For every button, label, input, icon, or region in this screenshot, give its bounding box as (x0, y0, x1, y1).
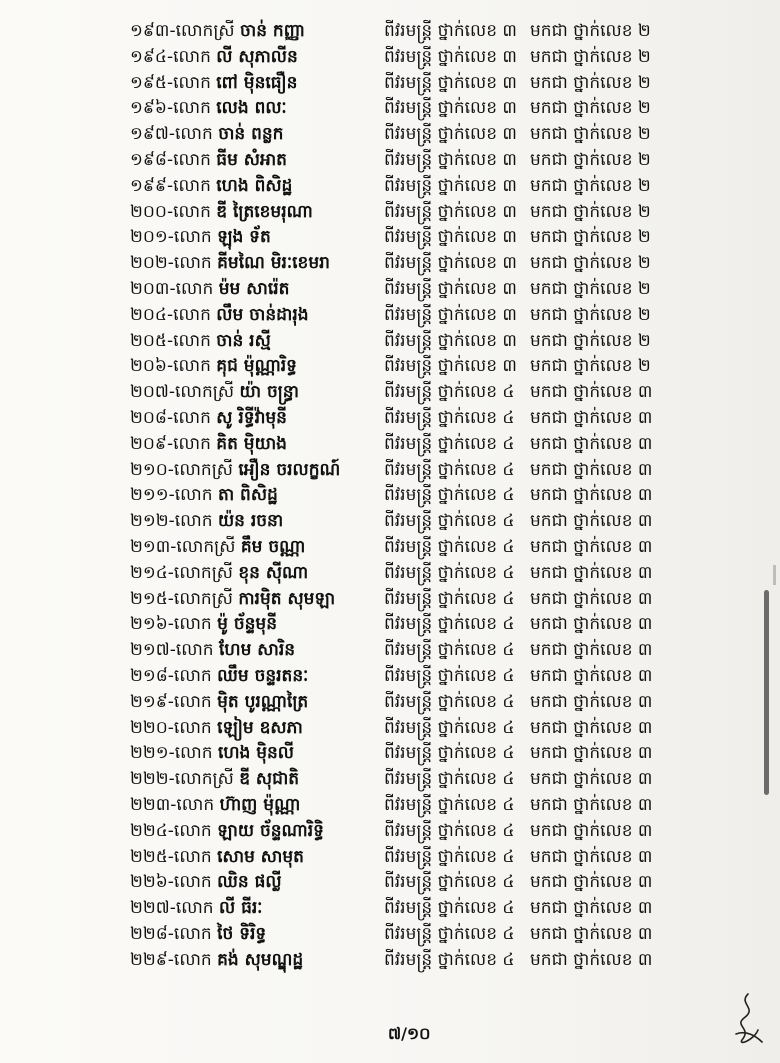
entry-number: ២១១ (130, 485, 169, 506)
person-entry: ២២៣-លោក ហ៊ាញ ម៉ុណ្ណា (130, 795, 301, 815)
person-entry: ២២៩-លោក គង់ សុមណ្ឌុដ្ឋ (130, 949, 304, 970)
honorific: លោក (175, 640, 214, 661)
person-name: លឹម ចាន់ដារុង (216, 304, 309, 325)
honorific: លោក (174, 743, 213, 764)
from-grade: ពីវរមន្ត្រី ថ្នាក់លេខ ៤ (384, 898, 515, 919)
from-grade: ពីវរមន្ត្រី ថ្នាក់លេខ ៣ (384, 46, 517, 67)
entry-number: ២១០ (130, 459, 168, 480)
from-grade: ពីវរមន្ត្រី ថ្នាក់លេខ ៣ (384, 21, 517, 41)
to-grade: មកជា ថ្នាក់លេខ ២ (530, 279, 651, 299)
from-grade: ពីវរមន្ត្រី ថ្នាក់លេខ ៤ (384, 640, 515, 661)
list-item (0, 353, 780, 379)
person-name: ហេង ពិសិដ្ឋ (216, 175, 293, 196)
entry-number: ២១៣ (130, 537, 171, 557)
honorific: លោក (174, 485, 213, 506)
honorific: លោក (174, 511, 213, 532)
honorific: លោក (173, 820, 212, 841)
entry-number: ២០៤ (130, 304, 167, 325)
honorific: លោក (173, 46, 211, 67)
from-grade: ពីវរមន្ត្រី ថ្នាក់លេខ ៤ (384, 666, 515, 686)
list-item (0, 121, 780, 147)
to-grade: មកជា ថ្នាក់លេខ ២ (530, 201, 651, 222)
person-name: ឡៀម ឧសភា (217, 717, 303, 738)
entry-number: ២០២ (130, 253, 168, 274)
person-entry: ២០៦-លោក គុជ ម៉ុណ្ណារិទ្ធ (130, 356, 297, 377)
person-name: សោម សាមុត (217, 846, 304, 867)
to-grade: មកជា ថ្នាក់លេខ ២ (530, 98, 651, 119)
list-item (0, 844, 780, 870)
from-grade: ពីវរមន្ត្រី ថ្នាក់លេខ ៣ (384, 201, 517, 222)
to-grade: មកជា ថ្នាក់លេខ ២ (530, 150, 651, 170)
person-entry: ២១០-លោកស្រី អឿន ចរលក្ខណ៍ (130, 459, 341, 480)
to-grade: មកជា ថ្នាក់លេខ ៣ (530, 485, 653, 506)
honorific: លោក (173, 691, 212, 712)
person-entry: ១៩៤-លោក លី សុភាលីន (130, 46, 298, 67)
to-grade: មកជា ថ្នាក់លេខ ៣ (530, 614, 653, 635)
person-name: ហេង ម៉ិនលី (217, 743, 294, 764)
person-name: ឈឹម ចន្ទរតនៈ (217, 666, 309, 686)
to-grade: មកជា ថ្នាក់លេខ ២ (530, 227, 651, 248)
honorific: លោក (173, 330, 211, 351)
person-entry: ២២៤-លោក ឡាយ ច័ន្ទណារិទ្ធិ (130, 820, 324, 841)
entry-number: ២១៥ (130, 588, 168, 609)
person-name: គុជ ម៉ុណ្ណារិទ្ធ (216, 356, 297, 377)
to-grade: មកជា ថ្នាក់លេខ ៣ (530, 820, 653, 841)
list-item (0, 173, 780, 199)
person-entry: ២២០-លោក ឡៀម ឧសភា (130, 717, 303, 738)
from-grade: ពីវរមន្ត្រី ថ្នាក់លេខ ៤ (384, 795, 515, 815)
entry-number: ២១៤ (130, 562, 168, 583)
honorific: លោក (173, 175, 211, 196)
from-grade: ពីវរមន្ត្រី ថ្នាក់លេខ ៣ (384, 72, 517, 93)
person-entry: ១៩៨-លោក ធីម សំអាត (130, 150, 287, 170)
entry-number: ២០៨ (130, 408, 167, 428)
from-grade: ពីវរមន្ត្រី ថ្នាក់លេខ ៣ (384, 304, 517, 325)
person-entry: ២០២-លោក គីមណៃ មិរៈខេមរា (130, 253, 330, 274)
list-item (0, 199, 780, 225)
from-grade: ពីវរមន្ត្រី ថ្នាក់លេខ ៤ (384, 949, 515, 970)
person-entry: ២១៨-លោក ឈឹម ចន្ទរតនៈ (130, 666, 309, 686)
to-grade: មកជា ថ្នាក់លេខ ៣ (530, 511, 653, 532)
list-item (0, 534, 780, 560)
from-grade: ពីវរមន្ត្រី ថ្នាក់លេខ ៣ (384, 330, 517, 351)
to-grade: មកជា ថ្នាក់លេខ ៣ (530, 459, 653, 480)
list-item (0, 689, 780, 715)
list-item (0, 147, 780, 173)
to-grade: មកជា ថ្នាក់លេខ ៣ (530, 537, 653, 557)
to-grade: មកជា ថ្នាក់លេខ ៣ (530, 872, 653, 893)
person-entry: ១៩៥-លោក ពៅ ម៉ិនធឿន (130, 72, 298, 93)
to-grade: មកជា ថ្នាក់លេខ ៣ (530, 743, 653, 764)
person-entry: ១៩៧-លោក ចាន់ ពន្លក (130, 124, 284, 145)
entry-number: ២១៨ (130, 666, 168, 686)
list-item (0, 586, 780, 612)
list-item (0, 457, 780, 483)
person-entry: ១៩៩-លោក ហេង ពិសិដ្ឋ (130, 175, 293, 196)
person-entry: ២០៥-លោក ចាន់ រស្មី (130, 330, 271, 351)
person-name: ខុន ស៊ីណា (238, 562, 309, 583)
person-name: លេង ពលៈ (216, 98, 287, 119)
person-entry: ២២៨-លោក ថៃ ទិរិទ្ធ (130, 924, 267, 944)
to-grade: មកជា ថ្នាក់លេខ ២ (530, 175, 651, 196)
person-name: គីមណៃ មិរៈខេមរា (217, 253, 330, 274)
person-entry: ២០០-លោក ឌី ត្រៃខេមរុណា (130, 201, 313, 222)
list-item (0, 637, 780, 663)
honorific: លោកស្រី (176, 537, 236, 557)
list-item (0, 302, 780, 328)
person-name: ថៃ ទិរិទ្ធ (217, 924, 267, 944)
honorific: លោក (173, 846, 212, 867)
entry-number: ២២១ (130, 743, 169, 764)
from-grade: ពីវរមន្ត្រី ថ្នាក់លេខ ៣ (384, 150, 517, 170)
to-grade: មកជា ថ្នាក់លេខ ៣ (530, 640, 653, 661)
to-grade: មកជា ថ្នាក់លេខ ២ (530, 46, 651, 67)
honorific: លោក (173, 98, 211, 119)
to-grade: មកជា ថ្នាក់លេខ ៣ (530, 769, 653, 790)
person-entry: ២០៣-លោក ម៉ម សារ៉េត (130, 279, 290, 299)
entry-number: ២២២ (130, 769, 169, 790)
honorific: លោក (173, 150, 211, 170)
person-entry: ២០៩-លោក គិត ម៉ិយាង (130, 433, 287, 454)
list-item (0, 508, 780, 534)
person-name: ឌី ត្រៃខេមរុណា (216, 201, 313, 222)
from-grade: ពីវរមន្ត្រី ថ្នាក់លេខ ៤ (384, 485, 515, 506)
entry-number: ១៩៥ (130, 72, 167, 93)
list-item (0, 792, 780, 818)
to-grade: មកជា ថ្នាក់លេខ ៣ (530, 795, 653, 815)
entry-number: ២២៨ (130, 924, 168, 944)
to-grade: មកជា ថ្នាក់លេខ ២ (530, 21, 651, 41)
person-name: ម៉ូ ច័ន្ទមុនី (217, 614, 277, 635)
list-item (0, 405, 780, 431)
from-grade: ពីវរមន្ត្រី ថ្នាក់លេខ ៣ (384, 227, 517, 248)
entry-number: ១៩៧ (130, 124, 169, 145)
entry-number: ២១៦ (130, 614, 168, 635)
entry-number: ២០៧ (130, 382, 169, 403)
honorific: លោក (173, 408, 211, 428)
honorific: លោក (175, 124, 213, 145)
from-grade: ពីវរមន្ត្រី ថ្នាក់លេខ ៤ (384, 459, 515, 480)
honorific: លោក (173, 253, 212, 274)
list-item (0, 328, 780, 354)
list-item (0, 869, 780, 895)
person-name: ឈិន ផល្លី (217, 872, 282, 893)
entry-number: ២០៣ (130, 279, 170, 299)
list-item (0, 224, 780, 250)
from-grade: ពីវរមន្ត្រី ថ្នាក់លេខ ៤ (384, 511, 515, 532)
to-grade: មកជា ថ្នាក់លេខ ៣ (530, 433, 653, 454)
person-entry: ២២៦-លោក ឈិន ផល្លី (130, 872, 282, 893)
person-entry: ២០៧-លោកស្រី យ៉ា ចន្ធ្រា (130, 382, 299, 403)
person-name: ចាន់ កញ្ញា (240, 21, 305, 41)
person-name: ហ៊ាញ ម៉ុណ្ណា (219, 795, 301, 815)
list-item (0, 663, 780, 689)
from-grade: ពីវរមន្ត្រី ថ្នាក់លេខ ៤ (384, 691, 515, 712)
honorific: លោកស្រី (173, 562, 233, 583)
honorific: លោក (173, 433, 211, 454)
person-entry: ២២៧-លោក លី ធីរៈ (130, 898, 263, 919)
from-grade: ពីវរមន្ត្រី ថ្នាក់លេខ ៤ (384, 872, 515, 893)
list-item (0, 818, 780, 844)
honorific: លោកស្រី (173, 459, 233, 480)
person-name: គិត ម៉ិយាង (216, 433, 287, 454)
entry-number: ២០៦ (130, 356, 167, 377)
list-item (0, 947, 780, 973)
list-item (0, 560, 780, 586)
honorific: លោក (173, 304, 211, 325)
entry-number: ១៩៣ (130, 21, 170, 41)
person-name: លី ធីរៈ (219, 898, 263, 919)
from-grade: ពីវរមន្ត្រី ថ្នាក់លេខ ៤ (384, 433, 515, 454)
entry-number: ២០៥ (130, 330, 167, 351)
honorific: លោក (173, 666, 212, 686)
person-entry: ២០៨-លោក សូ រិទ្ធីវ៉ាមុនី (130, 408, 287, 428)
to-grade: មកជា ថ្នាក់លេខ ២ (530, 124, 651, 145)
from-grade: ពីវរមន្ត្រី ថ្នាក់លេខ ៣ (384, 98, 517, 119)
list-item (0, 70, 780, 96)
honorific: លោក (175, 279, 214, 299)
honorific: លោក (173, 614, 212, 635)
honorific: លោក (173, 356, 211, 377)
list-item (0, 44, 780, 70)
person-entry: ២១៩-លោក ម៉ិត បូរណ្ណាត្រៃ (130, 691, 309, 712)
list-item (0, 740, 780, 766)
signature-icon (728, 990, 768, 1050)
person-entry: ២១១-លោក តា ពិសិដ្ឋ (130, 485, 278, 506)
honorific: លោក (173, 717, 212, 738)
person-entry: ២១៤-លោកស្រី ខុន ស៊ីណា (130, 562, 309, 583)
person-entry: ២១៥-លោកស្រី ការម៉ិត សុមឡា (130, 588, 336, 609)
from-grade: ពីវរមន្ត្រី ថ្នាក់លេខ ៤ (384, 717, 515, 738)
entry-number: ២២៣ (130, 795, 171, 815)
from-grade: ពីវរមន្ត្រី ថ្នាក់លេខ ៤ (384, 769, 515, 790)
entry-number: ១៩៩ (130, 175, 167, 196)
honorific: លោក (173, 872, 212, 893)
honorific: លោក (173, 227, 212, 248)
person-name: ម៉ិត បូរណ្ណាត្រៃ (217, 691, 309, 712)
person-entry: ២១២-លោក យ៉ន រចនា (130, 511, 284, 532)
list-item (0, 250, 780, 276)
entry-number: ២២០ (130, 717, 168, 738)
entry-number: ២១២ (130, 511, 169, 532)
person-name: ចាន់ រស្មី (216, 330, 271, 351)
from-grade: ពីវរមន្ត្រី ថ្នាក់លេខ ៤ (384, 614, 515, 635)
entry-number: ២២៦ (130, 872, 168, 893)
to-grade: មកជា ថ្នាក់លេខ ៣ (530, 408, 653, 428)
list-item (0, 766, 780, 792)
to-grade: មកជា ថ្នាក់លេខ ២ (530, 330, 651, 351)
person-name: ឌី សុជាតិ (239, 769, 300, 790)
person-name: គឹម ចណ្ណា (240, 537, 306, 557)
entry-number: ១៩៤ (130, 46, 167, 67)
person-name: ធីម សំអាត (216, 150, 287, 170)
person-name: តា ពិសិដ្ឋ (217, 485, 278, 506)
person-entry: ២០៤-លោក លឹម ចាន់ដារុង (130, 304, 309, 325)
from-grade: ពីវរមន្ត្រី ថ្នាក់លេខ ៣ (384, 175, 517, 196)
to-grade: មកជា ថ្នាក់លេខ ២ (530, 253, 651, 274)
page-number: ៧/១០ (388, 1024, 431, 1043)
person-entry: ១៩៦-លោក លេង ពលៈ (130, 98, 287, 119)
honorific: លោក (173, 201, 211, 222)
honorific: លោក (176, 795, 215, 815)
to-grade: មកជា ថ្នាក់លេខ ៣ (530, 846, 653, 867)
honorific: លោកស្រី (175, 21, 235, 41)
entry-number: ១៩៦ (130, 98, 167, 119)
person-entry: ២២១-លោក ហេង ម៉ិនលី (130, 743, 294, 764)
from-grade: ពីវរមន្ត្រី ថ្នាក់លេខ ៤ (384, 408, 515, 428)
from-grade: ពីវរមន្ត្រី ថ្នាក់លេខ ៤ (384, 537, 515, 557)
list-item (0, 921, 780, 947)
honorific: លោក (173, 949, 212, 970)
person-name: ឡាយ ច័ន្ទណារិទ្ធិ (217, 820, 324, 841)
entry-number: ២២៧ (130, 898, 170, 919)
entry-number: ២២៤ (130, 820, 168, 841)
from-grade: ពីវរមន្ត្រី ថ្នាក់លេខ ៤ (384, 562, 515, 583)
from-grade: ពីវរមន្ត្រី ថ្នាក់លេខ ៣ (384, 279, 517, 299)
to-grade: មកជា ថ្នាក់លេខ ៣ (530, 949, 653, 970)
from-grade: ពីវរមន្ត្រី ថ្នាក់លេខ ៣ (384, 253, 517, 274)
person-entry: ២១៦-លោក ម៉ូ ច័ន្ទមុនី (130, 614, 277, 635)
entry-number: ២១៩ (130, 691, 168, 712)
to-grade: មកជា ថ្នាក់លេខ ៣ (530, 382, 653, 403)
person-entry: ១៩៣-លោកស្រី ចាន់ កញ្ញា (130, 21, 305, 41)
person-name: យ៉ន រចនា (217, 511, 284, 532)
to-grade: មកជា ថ្នាក់លេខ ៣ (530, 924, 653, 944)
to-grade: មកជា ថ្នាក់លេខ ៣ (530, 562, 653, 583)
person-name: គង់ សុមណ្ឌុដ្ឋ (217, 949, 304, 970)
list-item (0, 95, 780, 121)
list-item (0, 276, 780, 302)
person-name: អឿន ចរលក្ខណ៍ (238, 459, 341, 480)
person-name: ការម៉ិត សុមឡា (238, 588, 336, 609)
to-grade: មកជា ថ្នាក់លេខ ២ (530, 72, 651, 93)
to-grade: មកជា ថ្នាក់លេខ ២ (530, 356, 651, 377)
person-name: លី សុភាលីន (216, 46, 298, 67)
to-grade: មកជា ថ្នាក់លេខ ៣ (530, 588, 653, 609)
from-grade: ពីវរមន្ត្រី ថ្នាក់លេខ ៤ (384, 743, 515, 764)
from-grade: ពីវរមន្ត្រី ថ្នាក់លេខ ៤ (384, 820, 515, 841)
from-grade: ពីវរមន្ត្រី ថ្នាក់លេខ ៤ (384, 382, 515, 403)
person-name: ម៉ម សារ៉េត (218, 279, 290, 299)
honorific: លោក (175, 898, 214, 919)
honorific: លោកស្រី (173, 588, 233, 609)
person-name: ចាន់ ពន្លក (218, 124, 284, 145)
list-item (0, 895, 780, 921)
honorific: លោក (173, 924, 212, 944)
person-entry: ២១៣-លោកស្រី គឹម ចណ្ណា (130, 537, 306, 557)
honorific: លោកស្រី (174, 769, 234, 790)
person-name: ពៅ ម៉ិនធឿន (216, 72, 298, 93)
to-grade: មកជា ថ្នាក់លេខ ៣ (530, 666, 653, 686)
person-entry: ២២៥-លោក សោម សាមុត (130, 846, 304, 867)
person-name: យ៉ា ចន្ធ្រា (239, 382, 299, 403)
entry-number: ២២៩ (130, 949, 168, 970)
person-entry: ២០១-លោក ឡុង ទ័ត (130, 227, 271, 248)
honorific: លោកស្រី (175, 382, 235, 403)
from-grade: ពីវរមន្ត្រី ថ្នាក់លេខ ៤ (384, 924, 515, 944)
to-grade: មកជា ថ្នាក់លេខ ២ (530, 304, 651, 325)
to-grade: មកជា ថ្នាក់លេខ ៣ (530, 691, 653, 712)
from-grade: ពីវរមន្ត្រី ថ្នាក់លេខ ៤ (384, 588, 515, 609)
page-edge-marker (773, 565, 776, 585)
list-item (0, 379, 780, 405)
list-item (0, 482, 780, 508)
entry-number: ២០៩ (130, 433, 167, 454)
vertical-scrollbar[interactable] (764, 590, 769, 795)
from-grade: ពីវរមន្ត្រី ថ្នាក់លេខ ៣ (384, 356, 517, 377)
to-grade: មកជា ថ្នាក់លេខ ៣ (530, 717, 653, 738)
honorific: លោក (173, 72, 211, 93)
entry-number: ២០១ (130, 227, 168, 248)
from-grade: ពីវរមន្ត្រី ថ្នាក់លេខ ៣ (384, 124, 517, 145)
list-item (0, 611, 780, 637)
person-entry: ២១៧-លោក ហែម សារិន (130, 640, 296, 661)
entry-number: ១៩៨ (130, 150, 167, 170)
list-item (0, 715, 780, 741)
person-name: ហែម សារិន (219, 640, 296, 661)
person-entry: ២២២-លោកស្រី ឌី សុជាតិ (130, 769, 300, 790)
person-name: សូ រិទ្ធីវ៉ាមុនី (216, 408, 287, 428)
to-grade: មកជា ថ្នាក់លេខ ៣ (530, 898, 653, 919)
from-grade: ពីវរមន្ត្រី ថ្នាក់លេខ ៤ (384, 846, 515, 867)
list-item (0, 431, 780, 457)
person-name: ឡុង ទ័ត (217, 227, 271, 248)
entry-number: ២០០ (130, 201, 167, 222)
list-item (0, 18, 780, 44)
entry-number: ២២៥ (130, 846, 168, 867)
entry-number: ២១៧ (130, 640, 170, 661)
